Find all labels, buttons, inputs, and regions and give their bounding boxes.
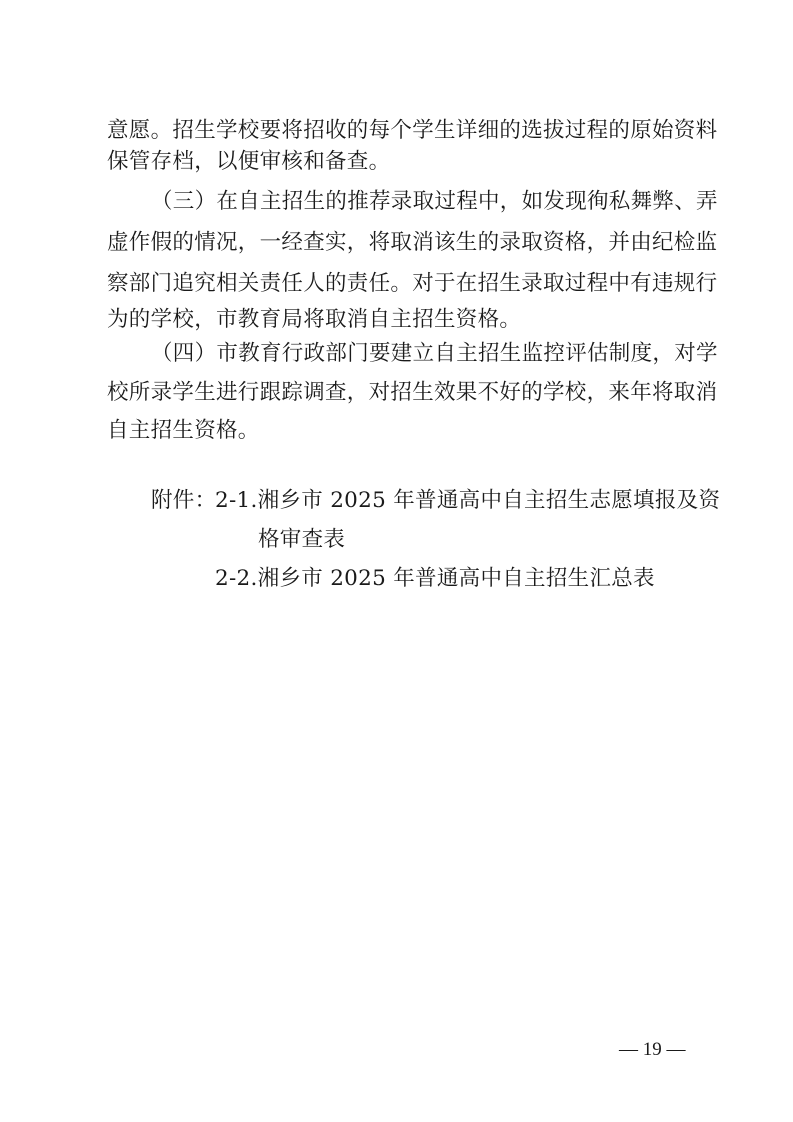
attachment-item-2: 2-2.湘乡市 2025 年普通高中自主招生汇总表 xyxy=(215,566,655,591)
paragraph-3-first-line: （三）在自主招生的推荐录取过程中，如发现徇私舞弊、弄 xyxy=(151,189,718,214)
body-text-line: 校所录学生进行跟踪调查，对招生效果不好的学校，来年将取消 xyxy=(107,380,718,405)
body-text-line: 意愿。招生学校要将招收的每个学生详细的选拔过程的原始资料 xyxy=(107,118,718,143)
body-text-line: 保管存档，以便审核和备查。 xyxy=(107,149,391,174)
page-number: — 19 — xyxy=(619,1039,686,1060)
body-text-line: 自主招生资格。 xyxy=(107,418,260,443)
body-text-line: 虚作假的情况，一经查实，将取消该生的录取资格，并由纪检监 xyxy=(107,230,718,255)
attachment-item-1: 2-1.湘乡市 2025 年普通高中自主招生志愿填报及资 xyxy=(215,488,721,513)
attachments-label: 附件： xyxy=(151,488,217,513)
body-text-line: 为的学校，市教育局将取消自主招生资格。 xyxy=(107,307,522,332)
body-text-line: 察部门追究相关责任人的责任。对于在招生录取过程中有违规行 xyxy=(107,271,718,296)
paragraph-4-first-line: （四）市教育行政部门要建立自主招生监控评估制度，对学 xyxy=(151,341,718,366)
attachment-item-1-continuation: 格审查表 xyxy=(258,527,346,552)
